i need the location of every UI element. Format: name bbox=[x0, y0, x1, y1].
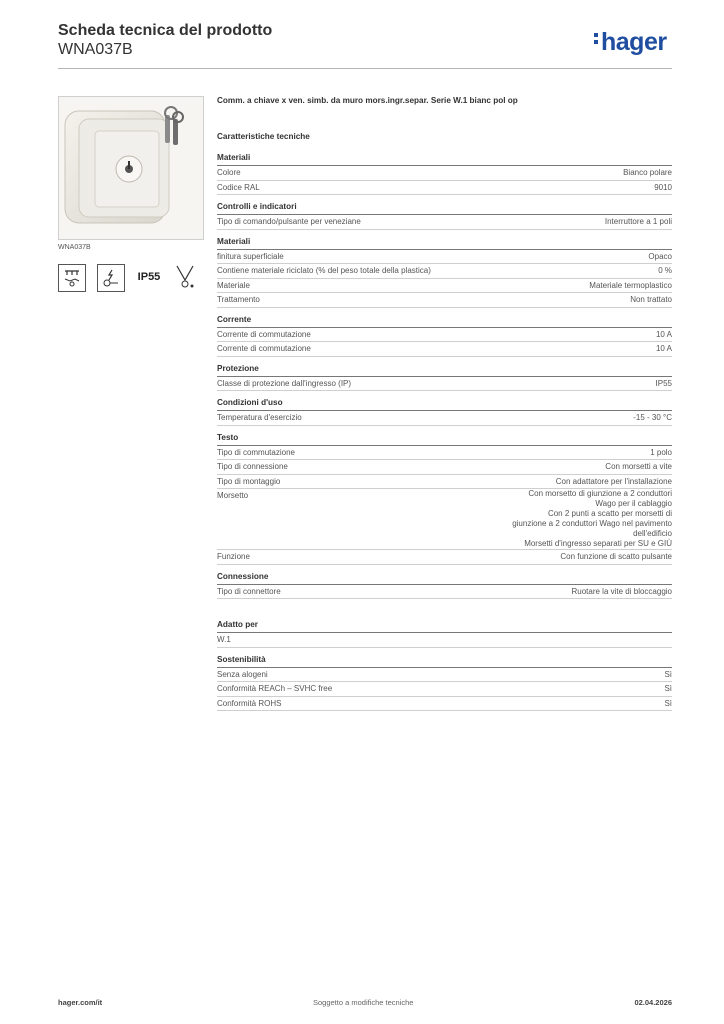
logo-text: hager bbox=[601, 28, 667, 56]
spec-label: finitura superficiale bbox=[217, 251, 284, 261]
spec-row bbox=[217, 475, 672, 490]
spec-section bbox=[217, 236, 672, 308]
spec-value-line: Materiale termoplastico bbox=[589, 280, 672, 290]
spec-label: Colore bbox=[217, 168, 241, 177]
spec-value bbox=[623, 166, 672, 180]
spec-value bbox=[656, 342, 672, 356]
feature-icons bbox=[58, 264, 199, 292]
spec-value bbox=[556, 475, 672, 489]
spec-value-line: 9010 bbox=[654, 182, 672, 192]
spec-section bbox=[217, 571, 672, 600]
spec-value-line: 1 polo bbox=[650, 447, 672, 457]
spec-value-line: Con morsetto di giunzione a 2 conduttori bbox=[528, 489, 672, 498]
spec-value-line: -15 - 30 °C bbox=[633, 413, 672, 422]
spec-value-line: Opaco bbox=[648, 251, 672, 261]
spec-value-line: Con funzione di scatto pulsante bbox=[560, 552, 672, 561]
spec-label: Senza alogeni bbox=[217, 669, 268, 679]
spec-label: Corrente di commutazione bbox=[217, 344, 311, 353]
spec-section bbox=[217, 654, 672, 712]
spec-value-line: Sì bbox=[664, 684, 672, 693]
wiring-icon bbox=[173, 264, 199, 290]
section-title: Testo bbox=[217, 432, 672, 446]
spec-label: W.1 bbox=[217, 635, 231, 644]
spec-section bbox=[217, 432, 672, 565]
product-details bbox=[217, 94, 672, 717]
spec-value bbox=[605, 460, 672, 474]
section-title: Corrente bbox=[217, 314, 672, 328]
spec-row bbox=[217, 264, 672, 279]
section-title: Controlli e indicatori bbox=[217, 201, 672, 215]
spec-row bbox=[217, 250, 672, 265]
footer-website: hager.com/it bbox=[58, 998, 103, 1007]
spec-label: Funzione bbox=[217, 552, 250, 561]
spec-value-line: Interruttore a 1 poli bbox=[604, 217, 672, 226]
spec-value-line: 10 A bbox=[655, 329, 672, 339]
spec-value bbox=[571, 585, 672, 599]
spec-row bbox=[217, 489, 672, 550]
spec-row bbox=[217, 668, 672, 683]
key-switch-product-illustration bbox=[59, 97, 203, 239]
spec-value bbox=[589, 279, 672, 293]
spec-value bbox=[664, 668, 672, 682]
spec-value bbox=[654, 181, 672, 195]
spec-value-line: Con adattatore per l'installazione bbox=[555, 476, 672, 486]
spec-label: Tipo di commutazione bbox=[217, 447, 295, 457]
section-title: Condizioni d'uso bbox=[217, 397, 672, 411]
spec-label: Conformità REACh – SVHC free bbox=[217, 684, 333, 693]
spec-value-line: 0 % bbox=[658, 266, 672, 275]
spec-section bbox=[217, 619, 672, 648]
spec-value-line: Morsetti d'ingresso separati per SU e GIÙ bbox=[524, 539, 672, 548]
spec-row bbox=[217, 411, 672, 426]
section-title: Sostenibilità bbox=[217, 654, 672, 668]
spec-section bbox=[217, 201, 672, 230]
spec-value-line: Non trattato bbox=[630, 295, 672, 304]
section-title: Protezione bbox=[217, 363, 672, 377]
product-description: Comm. a chiave x ven. simb. da muro mors.ingr.separ. Serie W.1 bianc pol op bbox=[217, 96, 518, 105]
spec-row bbox=[217, 279, 672, 294]
spec-value-line: giunzione a 2 conduttori Wago nel pavimento bbox=[512, 519, 672, 528]
spec-label: Materiale bbox=[217, 280, 250, 290]
spec-row bbox=[217, 377, 672, 392]
spec-value-line: Con morsetti a vite bbox=[605, 462, 672, 471]
section-title: Connessione bbox=[217, 571, 672, 585]
product-code: WNA037B bbox=[58, 41, 133, 58]
spec-row bbox=[217, 342, 672, 357]
spec-row bbox=[217, 585, 672, 600]
spec-value bbox=[605, 215, 672, 229]
spec-sections bbox=[217, 152, 672, 711]
spec-row bbox=[217, 215, 672, 230]
tech-heading: Caratteristiche tecniche bbox=[217, 132, 310, 141]
spec-label: Trattamento bbox=[217, 295, 260, 304]
section-title: Materiali bbox=[217, 236, 672, 250]
key-switch-icon bbox=[97, 264, 125, 292]
blind-control-icon bbox=[58, 264, 86, 292]
spec-label: Tipo di comando/pulsante per veneziane bbox=[217, 217, 361, 226]
spec-value-line: 10 A bbox=[655, 344, 672, 353]
ip55-badge: IP55 bbox=[136, 264, 162, 290]
spec-value bbox=[658, 264, 672, 278]
spec-value bbox=[633, 411, 672, 425]
spec-section bbox=[217, 152, 672, 195]
spec-label: Conformità ROHS bbox=[217, 698, 282, 708]
spec-row bbox=[217, 166, 672, 181]
spec-value bbox=[656, 377, 672, 391]
spec-value-line: Sì bbox=[664, 698, 672, 708]
page-header bbox=[58, 22, 272, 60]
spec-value-line: dell'edificio bbox=[633, 529, 672, 538]
spec-label: Classe di protezione dall'ingresso (IP) bbox=[217, 378, 352, 388]
logo-dots-icon bbox=[594, 33, 599, 47]
spec-section bbox=[217, 363, 672, 392]
spec-row bbox=[217, 446, 672, 461]
spec-label: Tipo di connettore bbox=[217, 586, 281, 596]
spec-label: Corrente di commutazione bbox=[217, 329, 311, 339]
spec-value bbox=[664, 682, 672, 696]
spec-label: Contiene materiale riciclato (% del peso totale della plastica) bbox=[217, 266, 431, 275]
spec-section bbox=[217, 397, 672, 426]
spec-row bbox=[217, 682, 672, 697]
section-spacer bbox=[217, 605, 672, 619]
spec-value bbox=[648, 250, 672, 264]
spec-row bbox=[217, 460, 672, 475]
spec-label: Morsetto bbox=[217, 491, 249, 500]
footer-date: 02.04.2026 bbox=[634, 998, 672, 1007]
spec-value bbox=[630, 293, 672, 307]
spec-row bbox=[217, 293, 672, 308]
spec-value-line: Sì bbox=[664, 669, 672, 679]
spec-value bbox=[560, 550, 672, 564]
spec-label: Codice RAL bbox=[217, 182, 260, 192]
spec-value bbox=[650, 446, 672, 460]
spec-value bbox=[656, 328, 672, 342]
spec-section bbox=[217, 314, 672, 357]
spec-label: Tipo di connessione bbox=[217, 462, 288, 471]
spec-row bbox=[217, 633, 672, 648]
footer-note: Soggetto a modifiche tecniche bbox=[313, 998, 414, 1007]
spec-label: Tipo di montaggio bbox=[217, 476, 281, 486]
spec-value-line: Bianco polare bbox=[623, 168, 672, 177]
spec-value-line: Ruotare la vite di bloccaggio bbox=[571, 586, 672, 596]
product-image bbox=[58, 96, 204, 240]
hager-logo bbox=[594, 28, 667, 56]
spec-value-line: IP55 bbox=[655, 378, 672, 388]
spec-row bbox=[217, 550, 672, 565]
spec-label: Temperatura d'esercizio bbox=[217, 413, 302, 422]
header-divider bbox=[58, 68, 672, 69]
section-title: Materiali bbox=[217, 152, 672, 166]
spec-row bbox=[217, 181, 672, 196]
spec-value-line: Wago per il cablaggio bbox=[595, 499, 672, 508]
spec-value bbox=[512, 489, 672, 549]
spec-value bbox=[664, 697, 672, 711]
document-title: Scheda tecnica del prodotto bbox=[58, 22, 273, 39]
image-caption: WNA037B bbox=[58, 244, 91, 251]
spec-row bbox=[217, 697, 672, 712]
section-title: Adatto per bbox=[217, 619, 672, 633]
spec-row bbox=[217, 328, 672, 343]
spec-value-line: Con 2 punti a scatto per morsetti di bbox=[547, 509, 672, 518]
